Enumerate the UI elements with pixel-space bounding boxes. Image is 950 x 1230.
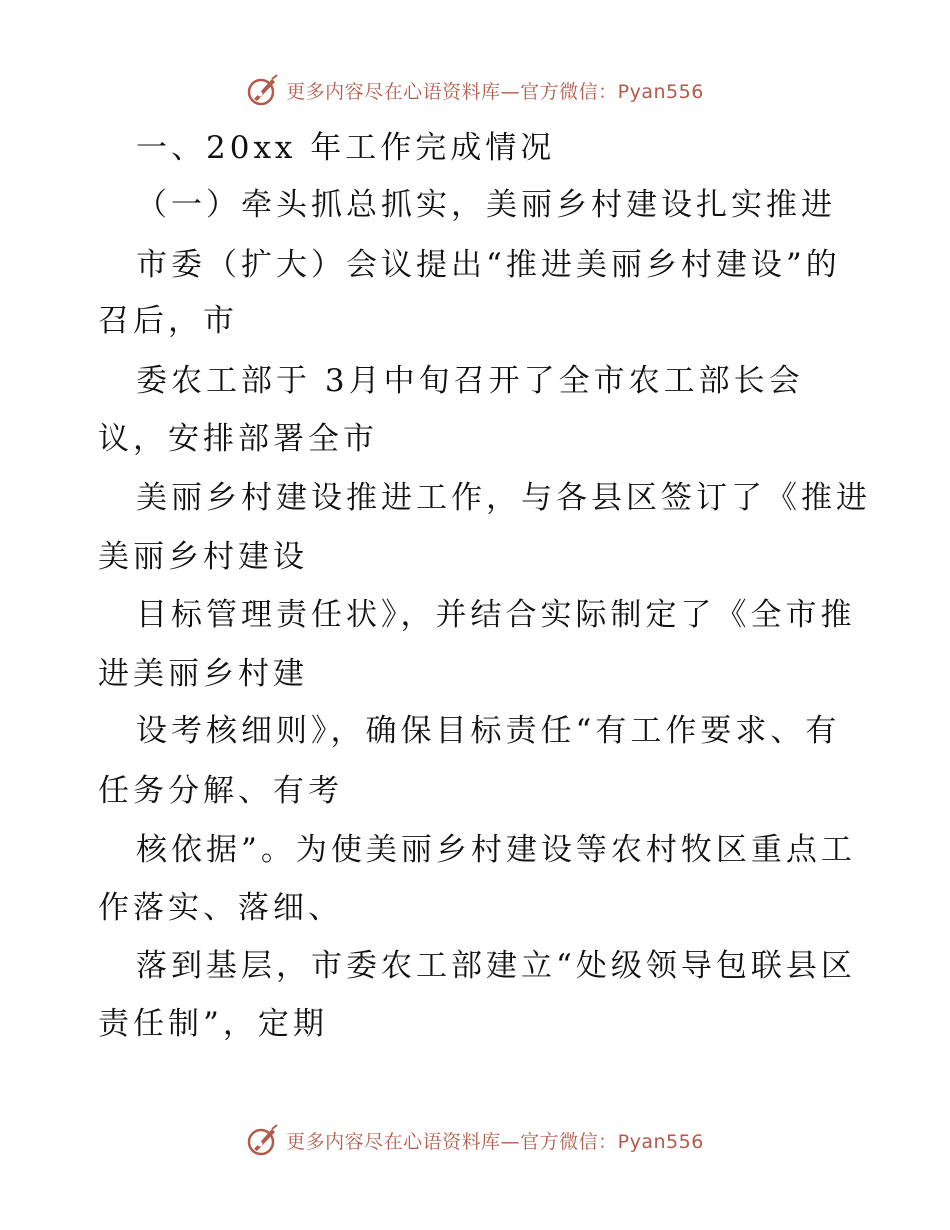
paragraph-line: 美丽乡村建设 [98, 539, 308, 575]
paragraph-line: 召后，市 [98, 303, 238, 339]
header-banner [0, 70, 950, 110]
banner-text: 更多内容尽在心语资料库—官方微信：Pyan556 [286, 80, 704, 103]
paragraph-line: 美丽乡村建设推进工作，与各县区签订了《推进 [136, 480, 871, 516]
paragraph-line: 议，安排部署全市 [98, 421, 378, 457]
paragraph-line: 进美丽乡村建 [98, 656, 308, 692]
section-heading: 一、20xx 年工作完成情况 [136, 130, 556, 166]
subsection-heading: （一）牵头抓总抓实，美丽乡村建设扎实推进 [136, 187, 836, 223]
paragraph-line: 责任制”，定期 [98, 1006, 328, 1042]
paragraph-line: 委农工部于 3月中旬召开了全市农工部长会 [136, 363, 804, 399]
feather-pen-icon [246, 1123, 280, 1157]
paragraph-line: 目标管理责任状》，并结合实际制定了《全市推 [136, 597, 856, 633]
feather-pen-icon [246, 73, 280, 107]
banner-text: 更多内容尽在心语资料库—官方微信：Pyan556 [286, 1130, 704, 1153]
paragraph-line: 落到基层，市委农工部建立“处级领导包联县区 [136, 948, 856, 984]
paragraph-line: 设考核细则》，确保目标责任“有工作要求、有 [136, 713, 841, 749]
paragraph-line: 任务分解、有考 [98, 773, 343, 809]
paragraph-line: 核依据”。为使美丽乡村建设等农村牧区重点工 [136, 832, 856, 868]
footer-banner [0, 1120, 950, 1160]
paragraph-line: 作落实、落细、 [98, 890, 343, 926]
paragraph-line: 市委（扩大）会议提出“推进美丽乡村建设”的 [136, 247, 841, 283]
